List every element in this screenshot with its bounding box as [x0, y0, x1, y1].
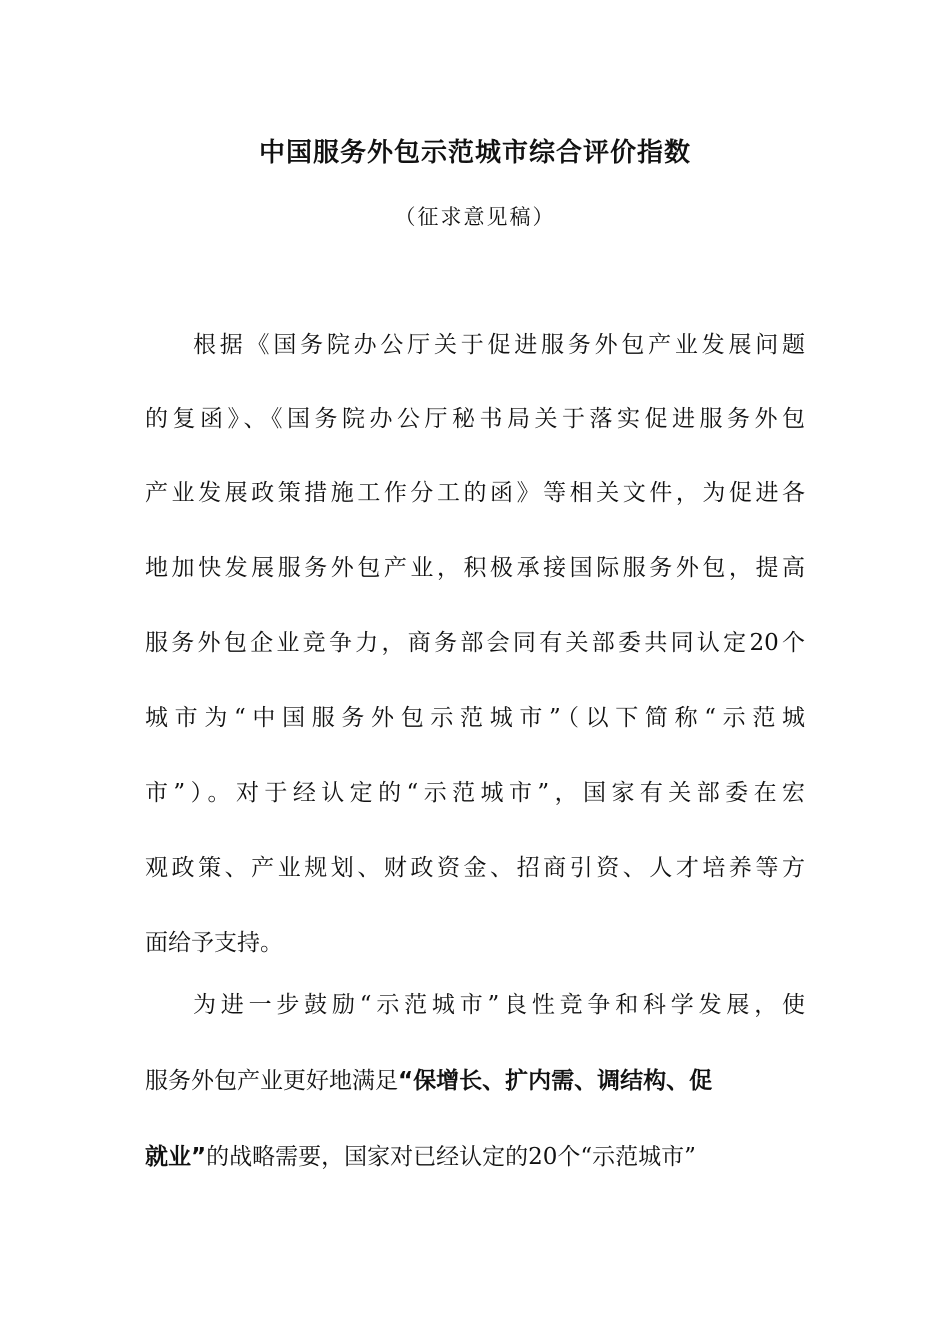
paragraph-line: 产业发展政策措施工作分工的函》等相关文件，为促进各	[145, 480, 805, 506]
paragraph-line	[145, 1061, 805, 1101]
paragraph-line: 观政策、产业规划、财政资金、招商引资、人才培养等方	[145, 855, 805, 881]
paragraph-line: 服务外包企业竞争力，商务部会同有关部委共同认定20个	[145, 630, 805, 656]
document-title: 中国服务外包示范城市综合评价指数	[258, 138, 691, 168]
paragraph-line	[145, 1137, 805, 1177]
paragraph-text: 的战略需要，国家对已经认定的20个“示范城市”	[206, 1144, 696, 1170]
paragraph-line: 地加快发展服务外包产业，积极承接国际服务外包，提高	[145, 555, 805, 581]
emphasized-text: 就业”	[145, 1144, 207, 1170]
emphasized-text: “保增长、扩内需、调结构、促	[398, 1068, 713, 1094]
paragraph-line: 根据《国务院办公厅关于促进服务外包产业发展问题	[193, 332, 805, 358]
document-subtitle: （征求意见稿）	[394, 205, 556, 229]
paragraph-line: 城市为“中国服务外包示范城市”（以下简称“示范城	[145, 705, 805, 731]
paragraph-text: 服务外包产业更好地满足	[145, 1068, 398, 1094]
paragraph-line: 面给予支持。	[145, 930, 283, 956]
paragraph-line: 为进一步鼓励“示范城市”良性竞争和科学发展，使	[193, 992, 805, 1018]
paragraph-line: 市”）。对于经认定的“示范城市”，国家有关部委在宏	[145, 780, 805, 806]
paragraph-line: 的复函》、《国务院办公厅秘书局关于落实促进服务外包	[145, 406, 805, 432]
